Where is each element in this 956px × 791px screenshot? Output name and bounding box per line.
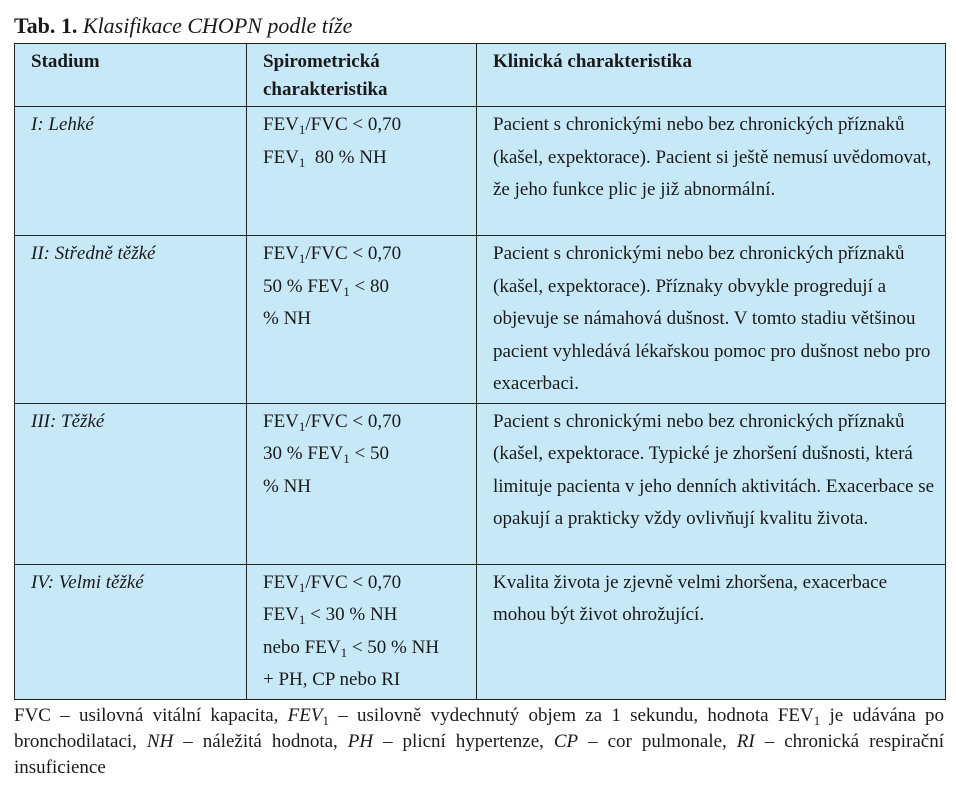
spirometry-text: FEV xyxy=(263,146,299,168)
header-spirometry: Spirometrická charakteristika xyxy=(247,44,477,107)
spirometry-text: FEV xyxy=(263,410,299,432)
table-footnote xyxy=(14,703,944,781)
table-row xyxy=(15,403,946,564)
spirometry-text: FEV xyxy=(263,604,299,625)
spirometry-text: nebo FEV xyxy=(263,636,341,658)
table-number: Tab. 1. xyxy=(14,13,78,38)
spirometry-line xyxy=(263,406,468,439)
spirometry-text: % NH xyxy=(263,308,312,329)
stage-cell: IV: Velmi těžké xyxy=(15,564,247,699)
spirometry-subscript: 1 xyxy=(298,579,306,595)
spirometry-subscript: 1 xyxy=(298,612,306,627)
fn-fvc-abbr: FVC xyxy=(14,705,51,726)
spirometry-line xyxy=(263,271,468,304)
clinical-cell: Pacient s chronickými nebo bez chronických příznaků (kašel, expektorace. Typické je zhoršení dušnosti, která limituje pacienta v jeho denních aktivitách. Exacerbace se opakují a prakticky vždy ovlivňují kvalitu života. xyxy=(477,403,946,564)
spirometry-text: FEV xyxy=(263,571,299,593)
spirometry-cell xyxy=(247,403,477,564)
spirometry-text: /FVC < 0,70 xyxy=(305,114,402,135)
stage-cell: II: Středně těžké xyxy=(15,236,247,404)
fn-cp-def: – cor pulmonale, xyxy=(578,731,737,752)
fn-ph-def: – plicní hypertenze, xyxy=(373,731,554,752)
fn-fev-def: – usilovně vydechnutý objem za 1 sekundu, hodnota FEV xyxy=(328,705,814,726)
clinical-cell: Pacient s chronickými nebo bez chronických příznaků (kašel, expektorace). Pacient si ještě nemusí uvědomovat, že jeho funkce plic je již abnormální. xyxy=(477,107,946,236)
table-row xyxy=(15,236,946,404)
spirometry-subscript: 1 xyxy=(340,644,348,660)
spirometry-subscript: 1 xyxy=(298,251,306,266)
fn-ph-abbr: PH xyxy=(347,731,374,752)
fn-fev-sub2: 1 xyxy=(813,713,821,728)
spirometry-text: 80 % NH xyxy=(305,146,387,168)
spirometry-subscript: 1 xyxy=(298,154,306,170)
fn-ri-abbr: RI xyxy=(736,731,755,752)
stage-cell: III: Těžké xyxy=(15,403,247,564)
table-caption xyxy=(14,12,352,40)
spirometry-line xyxy=(263,438,468,471)
spirometry-line xyxy=(263,142,468,175)
spirometry-line xyxy=(263,632,468,665)
spirometry-cell xyxy=(247,236,477,404)
fn-fev-sub: 1 xyxy=(322,713,329,728)
header-row xyxy=(15,44,946,107)
spirometry-text: < 50 % NH xyxy=(347,636,440,658)
fn-nh-abbr: NH xyxy=(146,731,174,752)
spirometry-subscript: 1 xyxy=(343,451,350,466)
fn-fev-abbr: FEV xyxy=(287,705,323,726)
spirometry-line xyxy=(263,471,468,504)
spirometry-subscript: 1 xyxy=(343,283,350,299)
clinical-cell: Kvalita života je zjevně velmi zhoršena, exacerbace mohou být život ohrožující. xyxy=(477,564,946,699)
spirometry-text: FEV xyxy=(263,243,299,264)
spirometry-subscript: 1 xyxy=(298,418,306,434)
table-title: Klasifikace CHOPN podle tíže xyxy=(82,13,353,38)
spirometry-text: /FVC < 0,70 xyxy=(305,571,402,593)
spirometry-line xyxy=(263,109,468,142)
stage-cell: I: Lehké xyxy=(15,107,247,236)
header-stage: Stadium xyxy=(15,44,247,107)
fn-nh-def: – náležitá hodnota, xyxy=(173,731,348,752)
fn-fvc-def: – usilovná vitální kapacita, xyxy=(50,705,288,726)
header-clinical: Klinická charakteristika xyxy=(477,44,946,107)
spirometry-text: < 50 xyxy=(349,443,389,464)
fn-ri-def: – chronická respirační insuficience xyxy=(14,731,944,778)
spirometry-line xyxy=(263,599,468,632)
table-row xyxy=(15,564,946,699)
table-row xyxy=(15,107,946,236)
spirometry-text: < 80 xyxy=(349,275,389,297)
spirometry-text: /FVC < 0,70 xyxy=(305,410,402,432)
spirometry-line xyxy=(263,303,468,336)
spirometry-text: < 30 % NH xyxy=(305,604,398,625)
spirometry-text: + PH, CP nebo RI xyxy=(263,669,401,690)
spirometry-text: % NH xyxy=(263,475,312,497)
spirometry-cell xyxy=(247,564,477,699)
fn-fev-def2: je udávána po bronchodilataci, xyxy=(14,705,944,752)
spirometry-line xyxy=(263,238,468,271)
spirometry-line xyxy=(263,664,468,697)
fn-cp-abbr: CP xyxy=(553,731,579,752)
spirometry-cell xyxy=(247,107,477,236)
spirometry-text: /FVC < 0,70 xyxy=(305,243,402,264)
spirometry-text: FEV xyxy=(263,114,299,135)
spirometry-text: 50 % FEV xyxy=(263,275,344,297)
spirometry-subscript: 1 xyxy=(298,122,306,137)
classification-table xyxy=(14,43,946,700)
spirometry-text: 30 % FEV xyxy=(263,443,344,464)
clinical-cell: Pacient s chronickými nebo bez chronických příznaků (kašel, expektorace). Příznaky obvykle progredují a objevuje se námahová dušnost. V tomto stadiu většinou pacient vyhledává lékařskou pomoc pro dušnost nebo pro exacerbaci. xyxy=(477,236,946,404)
spirometry-line xyxy=(263,567,468,600)
